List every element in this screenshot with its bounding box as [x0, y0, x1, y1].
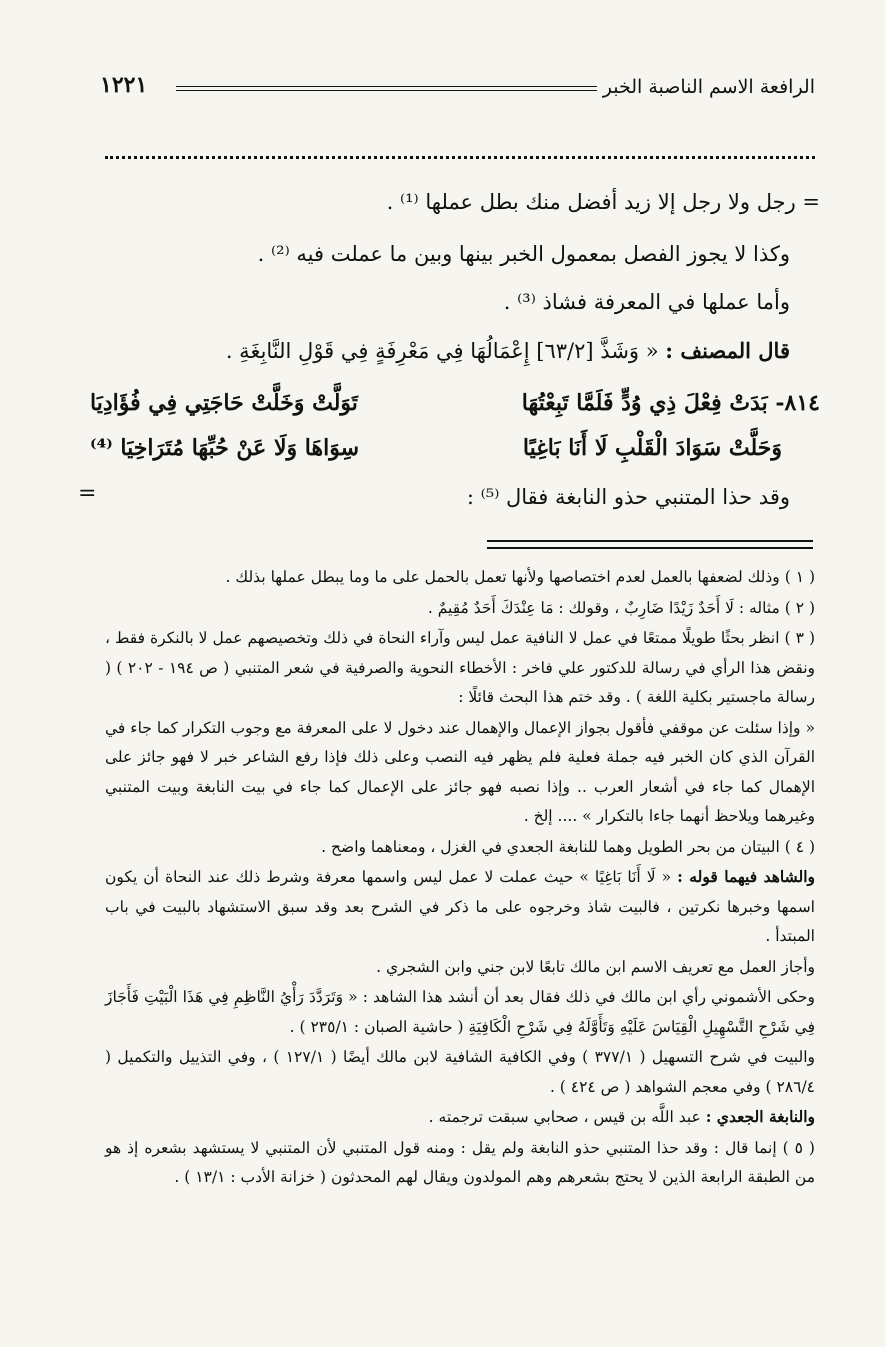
dotted-separator: [105, 140, 815, 159]
footnotes: [105, 562, 815, 1193]
verse-1a: بَدَتْ فِعْلَ ذِي وُدٍّ فَلَمَّا تَبِعْتُهَا: [521, 390, 768, 416]
text-line-last: وقد حذا المتنبي حذو النابغة فقال ⁽⁵⁾ :: [466, 485, 790, 509]
footnote-5: ( ٥ ) إنما قال : وقد حذا المتنبي حذو النابغة ولم يقل : ومنه قول المتنبي لأن المتنبي لا يستشهد بشعره إذ هو من الطبقة الرابعة الذين لا يحتج بشعرهم وهم المولدون ويقال لهم المحدثون ( خزانة الأدب : ١٣/١ ) .: [105, 1138, 815, 1186]
footnote-4-witness: والشاهد فيهما قوله : « لَا أَنَا بَاغِيًا » حيث عملت لا عمل ليس واسمها معرفة وشرط ذلك عند النحاة أن يكون اسمها وخبرها نكرتين ، فالبيت شاذ وخرجوه على ما ذكر في الشرح بعد وقد سبق الاستشهاد بالبيت في باب المبتدأ .: [105, 867, 815, 945]
footnote-4-ashmouni: وحكى الأشموني رأي ابن مالك في ذلك فقال بعد أن أنشد هذا الشاهد : « وَتَرَدَّدَ رَأْيُ النَّاظِمِ فِي هَذَا الْبَيْتِ فَأَجَازَ فِي شَرْحِ التَّسْهِيلِ الْقِيَاسَ عَلَيْهِ وَتَأَوَّلَهُ فِي شَرْحِ الْكَافِيَةِ ( حاشية الصبان : ٢٣٥/١ ) .: [105, 988, 815, 1036]
footnote-2: ( ٢ ) مثاله : لَا أَحَدٌ زَيْدًا ضَارِبٌ ، وقولك : مَا عِنْدَكَ أَحَدٌ مُقِيمٌ .: [427, 598, 815, 617]
verse-1-first-half: [522, 390, 820, 416]
author-quote: « وَشَذَّ [٦٣/٢] إِعْمَالُهَا فِي مَعْرِفَةٍ فِي قَوْلِ النَّابِغَةِ .: [225, 339, 659, 363]
verse-2a: وَحَلَّتْ سَوَادَ الْقَلْبِ لَا أَنَا بَاغِيًا: [522, 435, 782, 461]
verse-1b: تَوَلَّتْ وَخَلَّتْ حَاجَتِي فِي فُؤَادِيَا: [90, 390, 358, 416]
verse-2b: سِوَاهَا وَلَا عَنْ حُبِّهَا مُتَرَاخِيَا ⁽⁴⁾: [90, 435, 360, 461]
page-number: ١٢٢١: [100, 72, 148, 98]
text-line-4: [226, 338, 790, 363]
footnote-4-ibn-malik: وأجاز العمل مع تعريف الاسم ابن مالك تابعًا لابن جني وابن الشجري .: [376, 957, 815, 976]
continuation-mark: =: [78, 481, 97, 506]
footnote-4-sources: والبيت في شرح التسهيل ( ٣٧٧/١ ) وفي الكافية الشافية لابن مالك أيضًا ( ١٢٧/١ ) ، وفي التذييل والتكميل ( ٢٨٦/٤ ) وفي معجم الشواهد ( ص ٤٢٤ ) .: [105, 1048, 815, 1096]
footnote-4: ( ٤ ) البيتان من بحر الطويل وهما للنابغة الجعدي في الغزل ، ومعناهما واضح .: [321, 837, 815, 856]
footnote-rule: [487, 540, 813, 549]
text-line-1: = رجل ولا رجل إلا زيد أفضل منك بطل عملها ⁽¹⁾ .: [386, 190, 820, 214]
author-label: قال المصنف :: [665, 338, 790, 363]
running-header: [100, 72, 815, 106]
text-line-2: وكذا لا يجوز الفصل بمعمول الخبر بينها وبين ما عملت فيه ⁽²⁾ .: [257, 242, 790, 266]
text-line-3: وأما عملها في المعرفة فشاذ ⁽³⁾ .: [503, 290, 790, 314]
footnote-3-quote: « وإذا سئلت عن موقفي فأقول بجواز الإعمال والإهمال عند دخول لا على المعرفة مع وجوب التكرار كما جاء في القرآن الذي كان الخبر فيه جملة فعلية فلم يظهر فيه النصب وعلى ذلك فإذا رفع الشاعر خبر لا فهو جائز على الإهمال كما جاء في أشعار العرب .. وإذا نصبه فهو جائز على الإعمال كما جاء في بيت النابغة وبيت المتنبي وغيرهما ويلاحظ أنهما جاءا بالتكرار » .... إلخ .: [105, 718, 815, 825]
footnote-4-poet: والنابغة الجعدي : عبد اللَّه بن قيس ، صحابي سبقت ترجمته .: [428, 1107, 815, 1126]
header-title: الرافعة الاسم الناصبة الخبر: [602, 76, 815, 98]
verse-number: ٨١٤-: [775, 390, 820, 416]
header-rule: [176, 86, 597, 91]
footnote-3: ( ٣ ) انظر بحثًا طويلًا ممتعًا في عمل لا النافية عمل ليس وآراء النحاة في ذلك وتخصيصهم عمل لا بالنكرة فقط ، ونقض هذا الرأي في رسالة للدكتور علي فاخر : الأخطاء النحوية والصرفية في شعر المتنبي ( ص ١٩٤ - ٢٠٢ ) ( رسالة ماجستير بكلية اللغة ) . وقد ختم هذا البحث قائلًا :: [105, 629, 816, 706]
footnote-1: ( ١ ) وذلك لضعفها بالعمل لعدم اختصاصها ولأنها تعمل بالحمل على ما وما يبطل عملها بذلك .: [225, 568, 815, 586]
